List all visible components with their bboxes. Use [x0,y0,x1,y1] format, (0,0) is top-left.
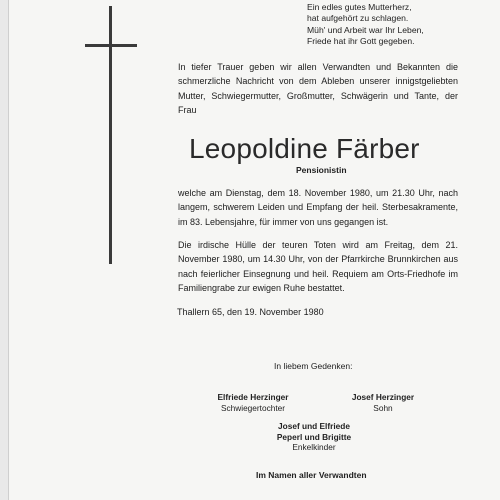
death-details: welche am Dienstag, dem 18. November 1980, um 21.30 Uhr, nach langem, schwerem Leiden und Empfang der heil. Sterbesakramente, im 83. Lebensjahre, für immer von uns gegangen ist. [178,188,458,227]
cross-icon-bar [85,44,137,47]
memory-heading: In liebem Gedenken: [274,361,353,371]
verse-line: Müh' und Arbeit war Ihr Leben, [307,24,424,35]
place-and-date: Thallern 65, den 19. November 1980 [177,307,324,317]
funeral-details: Die irdische Hülle der teuren Toten wird am Freitag, dem 21. November 1980, um 14.30 Uhr, von der Pfarrkirche Brunnkirchen aus nach feierlicher Einsegnung und heil. Requiem am Orts-Friedhofe im Familiengrabe zur ewigen Ruhe bestattet. [178,240,458,293]
closing-line: Im Namen aller Verwandten [256,470,367,480]
memorial-verse [307,2,477,48]
verse-line: Ein edles gutes Mutterherz, [307,2,412,12]
mourner [335,392,431,413]
mourner-name: Josef und Elfriede [278,421,350,431]
mourner-group [264,421,364,453]
mourner [203,392,303,413]
verse-line: hat aufgehört zu schlagen. [307,13,409,24]
mourner-name: Josef Herzinger [351,392,415,402]
mourner-relation: Enkelkinder [292,442,336,452]
mourner-name: Peperl und Brigitte [276,431,352,442]
mourner-relation: Schwiegertochter [220,402,286,413]
obituary-page [8,0,500,500]
announcement-intro: In tiefer Trauer geben wir allen Verwandten und Bekannten die schmerzliche Nachricht von dem Ableben unserer innigstgeliebten Mutter, Schwiegermutter, Großmutter, Schwägerin und Tante, der Frau [178,62,458,115]
mourner-relation: Sohn [373,402,393,413]
deceased-name: Leopoldine Färber [189,133,420,164]
mourner-name: Elfriede Herzinger [217,392,289,402]
deceased-occupation: Pensionistin [296,165,347,175]
verse-line: Friede hat ihr Gott gegeben. [307,36,415,47]
